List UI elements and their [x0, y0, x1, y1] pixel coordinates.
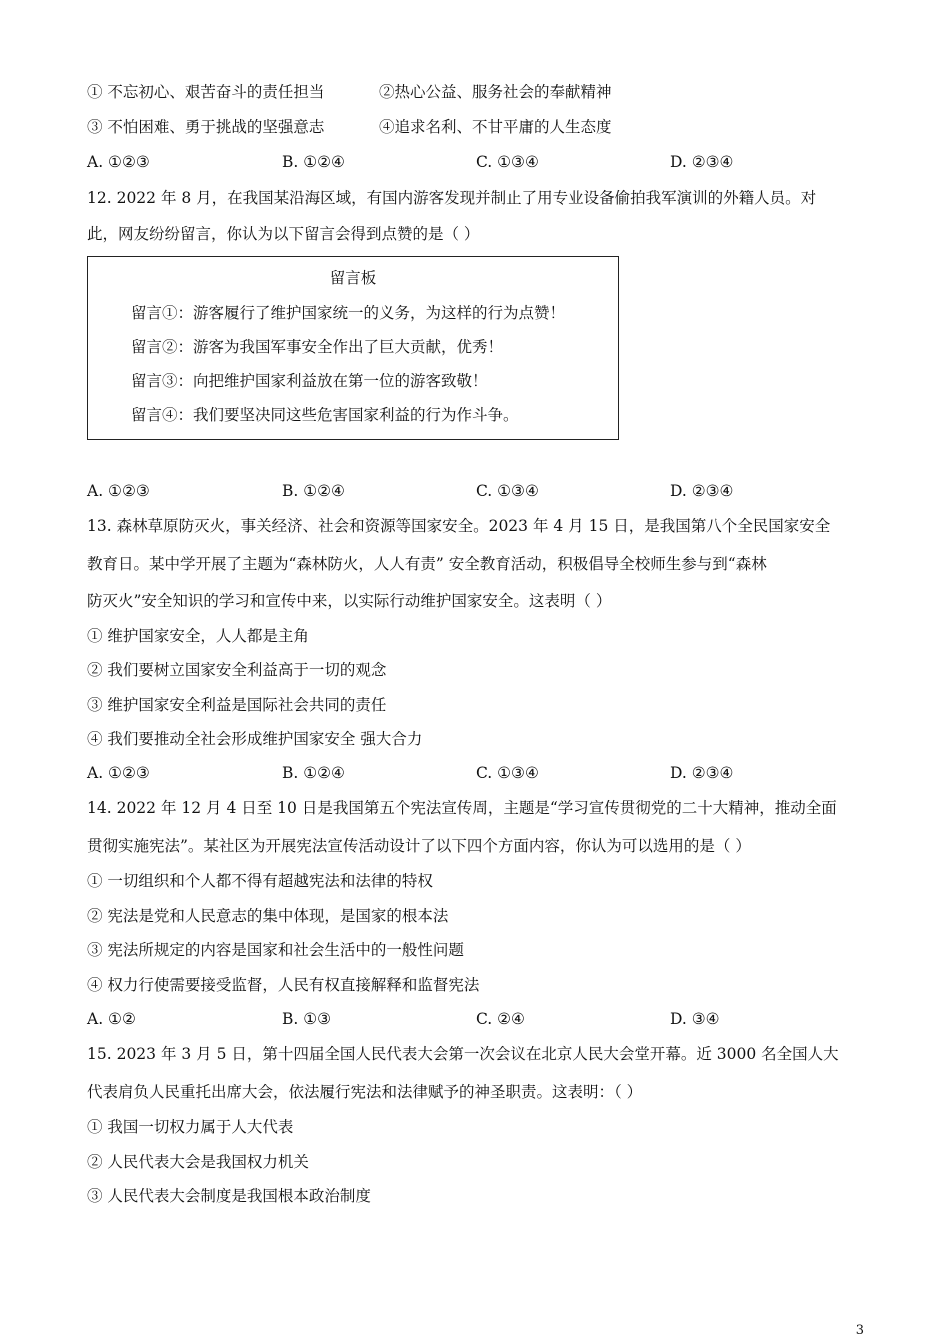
q11-statement-1: ① 不忘初心、艰苦奋斗的责任担当	[87, 83, 325, 101]
q14-options	[87, 1008, 877, 1030]
message-board-title: 留言板	[329, 269, 377, 287]
q12-option-b[interactable]: B. ①②④	[282, 482, 345, 500]
q14-statement-2: ② 宪法是党和人民意志的集中体现，是国家的根本法	[87, 907, 449, 925]
q15-statement-2: ② 人民代表大会是我国权力机关	[87, 1153, 309, 1171]
q13-options	[87, 762, 877, 784]
q14-stem-line-2: 贯彻实施宪法”。某社区为开展宪法宣传活动设计了以下四个方面内容，你认为可以选用的是（ ）	[87, 837, 751, 855]
q12-option-a[interactable]: A. ①②③	[87, 482, 150, 500]
q11-statement-4: ④追求名利、不甘平庸的人生态度	[379, 118, 612, 136]
q15-statement-3: ③ 人民代表大会制度是我国根本政治制度	[87, 1187, 371, 1205]
message-3: 留言③：向把维护国家利益放在第一位的游客致敬！	[131, 372, 488, 390]
q14-statement-1: ① 一切组织和个人都不得有超越宪法和法律的特权	[87, 872, 433, 890]
q11-option-b[interactable]: B. ①②④	[282, 153, 345, 171]
q11-option-a[interactable]: A. ①②③	[87, 153, 150, 171]
message-2: 留言②：游客为我国军事安全作出了巨大贡献，优秀！	[131, 338, 504, 356]
q15-stem-line-2: 代表肩负人民重托出席大会，依法履行宪法和法律赋予的神圣职责。这表明：（ ）	[87, 1083, 643, 1101]
q15-stem-line-1: 15. 2023 年 3 月 5 日，第十四届全国人民代表大会第一次会议在北京人民大会堂开幕。近 3000 名全国人大	[87, 1045, 839, 1063]
q14-option-a[interactable]: A. ①②	[87, 1010, 136, 1028]
q11-statement-row-2	[87, 116, 867, 138]
q11-option-d[interactable]: D. ②③④	[670, 153, 734, 171]
q13-statement-2: ② 我们要树立国家安全利益高于一切的观念	[87, 661, 387, 679]
q12-stem-line-2: 此，网友纷纷留言，你认为以下留言会得到点赞的是（ ）	[87, 225, 480, 243]
q13-statement-4: ④ 我们要推动全社会形成维护国家安全 强大合力	[87, 730, 423, 748]
q13-statement-1: ① 维护国家安全，人人都是主角	[87, 627, 309, 645]
page-number: 3	[855, 1323, 864, 1338]
q14-statement-4: ④ 权力行使需要接受监督，人民有权直接解释和监督宪法	[87, 976, 480, 994]
q14-statement-3: ③ 宪法所规定的内容是国家和社会生活中的一般性问题	[87, 941, 464, 959]
q11-option-c[interactable]: C. ①③④	[476, 153, 539, 171]
message-board	[87, 256, 619, 440]
message-4: 留言④：我们要坚决同这些危害国家利益的行为作斗争。	[131, 406, 519, 424]
q15-statement-1: ① 我国一切权力属于人大代表	[87, 1118, 294, 1136]
q11-options	[87, 151, 877, 173]
q13-statement-3: ③ 维护国家安全利益是国际社会共同的责任	[87, 696, 387, 714]
q14-stem-line-1: 14. 2022 年 12 月 4 日至 10 日是我国第五个宪法宣传周，主题是“学习宣传贯彻党的二十大精神，推动全面	[87, 799, 837, 817]
q11-statement-3: ③ 不怕困难、勇于挑战的坚强意志	[87, 118, 325, 136]
q14-option-c[interactable]: C. ②④	[476, 1010, 525, 1028]
message-1: 留言①：游客履行了维护国家统一的义务，为这样的行为点赞！	[131, 304, 566, 322]
q13-option-a[interactable]: A. ①②③	[87, 764, 150, 782]
q13-option-d[interactable]: D. ②③④	[670, 764, 734, 782]
q13-stem-line-2: 教育日。某中学开展了主题为“森林防火，人人有责” 安全教育活动，积极倡导全校师生参与到“森林	[87, 555, 767, 573]
q13-option-c[interactable]: C. ①③④	[476, 764, 539, 782]
q12-options	[87, 480, 877, 502]
q14-option-d[interactable]: D. ③④	[670, 1010, 720, 1028]
q13-option-b[interactable]: B. ①②④	[282, 764, 345, 782]
q14-option-b[interactable]: B. ①③	[282, 1010, 332, 1028]
q12-option-d[interactable]: D. ②③④	[670, 482, 734, 500]
q12-option-c[interactable]: C. ①③④	[476, 482, 539, 500]
q11-statement-2: ②热心公益、服务社会的奉献精神	[379, 83, 612, 101]
q11-statement-row-1	[87, 81, 867, 103]
q12-stem-line-1: 12. 2022 年 8 月，在我国某沿海区域，有国内游客发现并制止了用专业设备偷拍我军演训的外籍人员。对	[87, 189, 817, 207]
q13-stem-line-3: 防灭火”安全知识的学习和宣传中来，以实际行动维护国家安全。这表明（ ）	[87, 592, 612, 610]
q13-stem-line-1: 13. 森林草原防灭火，事关经济、社会和资源等国家安全。2023 年 4 月 15 日，是我国第八个全民国家安全	[87, 517, 831, 535]
